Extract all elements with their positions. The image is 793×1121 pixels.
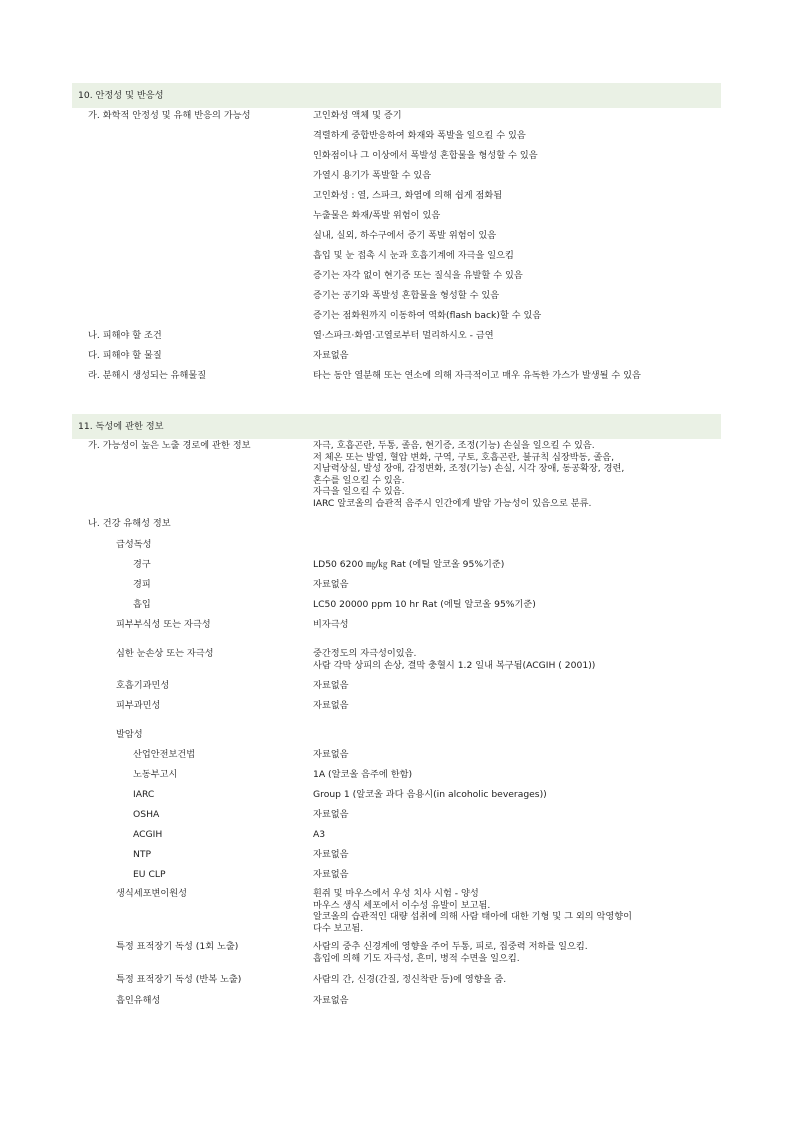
row-value: 자료없음: [313, 579, 349, 590]
row-value: 격렬하게 중합반응하여 화재와 폭발을 일으킬 수 있음: [313, 130, 526, 141]
row-value: 사람의 중추 신경계에 영향을 주어 두통, 피로, 집중력 저하를 일으킴.: [313, 941, 588, 952]
row-label: 호흡기과민성: [116, 680, 170, 691]
row-value: 가열시 용기가 폭발할 수 있음: [313, 170, 432, 181]
row-label: 급성독성: [116, 539, 152, 550]
row-value: 타는 동안 열분해 또는 연소에 의해 자극적이고 매우 유독한 가스가 발생될 수 있음: [313, 370, 641, 381]
row-label: 노동부고시: [133, 769, 178, 780]
row-label: 생식세포변이원성: [116, 888, 188, 899]
row-value: 자료없음: [313, 849, 349, 860]
row-label: 특정 표적장기 독성 (1회 노출): [116, 941, 239, 952]
row-label: ACGIH: [133, 829, 163, 840]
row-value: LC50 20000 ppm 10 hr Rat (에틸 알코올 95%기준): [313, 599, 536, 610]
row-value: 자료없음: [313, 350, 349, 361]
row-label: 다. 피해야 할 물질: [88, 350, 162, 361]
row-value: 실내, 실외, 하수구에서 증기 폭발 위험이 있음: [313, 230, 497, 241]
row-value: 자료없음: [313, 680, 349, 691]
row-value: 사람 각막 상피의 손상, 결막 충혈시 1.2 일내 복구됨(ACGIH ( 2001)): [313, 659, 596, 671]
row-label: 피부부식성 또는 자극성: [116, 619, 211, 630]
row-value: 중간정도의 자극성이있음.: [313, 648, 417, 659]
row-value: 마우스 생식 세포에서 이수성 유발이 보고됨.: [313, 899, 491, 911]
row-value: 자극을 일으킬 수 있음.: [313, 486, 405, 498]
row-label: 경피: [133, 579, 151, 590]
row-value: 인화점이나 그 이상에서 폭발성 혼합물을 형성할 수 있음: [313, 150, 538, 161]
row-value: 증기는 점화원까지 이동하여 역화(flash back)할 수 있음: [313, 310, 542, 321]
row-label: 흡인유해성: [116, 995, 161, 1006]
row-value: 자료없음: [313, 700, 349, 711]
row-label: 흡입: [133, 599, 151, 610]
row-value: 흡입에 의해 기도 자극성, 흔미, 병적 수면을 일으킴.: [313, 952, 520, 964]
row-value: IARC 알코올의 습관적 음주시 인간에게 발암 가능성이 있음으로 분류.: [313, 497, 592, 509]
section-11-header: 11. 독성에 관한 정보: [72, 414, 721, 439]
row-value: 자료없음: [313, 809, 349, 820]
row-value: 저 체온 또는 발열, 혈압 변화, 구역, 구토, 호흡곤란, 불규칙 심장박동, 졸음,: [313, 451, 615, 463]
row-value: 자료없음: [313, 749, 349, 760]
row-label: 가. 화학적 안정성 및 유해 반응의 가능성: [88, 110, 251, 121]
row-value: 고인화성 액체 및 증기: [313, 110, 402, 121]
row-label: 발암성: [116, 729, 143, 740]
row-value: 혼수를 일으킬 수 있음.: [313, 474, 405, 486]
row-value: A3: [313, 829, 326, 840]
row-label: NTP: [133, 849, 152, 860]
row-value: 다수 보고됨.: [313, 922, 364, 934]
row-value: 자료없음: [313, 995, 349, 1006]
row-label: 가. 가능성이 높은 노출 경로에 관한 정보: [88, 440, 251, 451]
row-label: OSHA: [133, 809, 160, 820]
row-label: 특정 표적장기 독성 (반복 노출): [116, 974, 242, 985]
row-value: 알코올의 습관적인 대량 섭취에 의해 사람 태아에 대한 기형 및 그 외의 악영향이: [313, 911, 633, 923]
row-label: 심한 눈손상 또는 자극성: [116, 648, 214, 659]
row-label: 나. 피해야 할 조건: [88, 330, 162, 341]
row-value: 열·스파크·화염·고열로부터 멀리하시오 - 금연: [313, 330, 494, 341]
row-value: 자극, 호흡곤란, 두통, 졸음, 현기증, 조정(기능) 손실을 일으킬 수 있음.: [313, 440, 595, 451]
row-value: 비자극성: [313, 619, 349, 630]
row-label: EU CLP: [133, 869, 166, 880]
row-label: 피부과민성: [116, 700, 161, 711]
row-value: 1A (알코올 음주에 한함): [313, 769, 413, 780]
row-value: Group 1 (알코올 과다 음용시(in alcoholic beverages)): [313, 789, 547, 800]
row-value: 증기는 공기와 폭발성 혼합물을 형성할 수 있음: [313, 290, 500, 301]
row-label: 라. 분해시 생성되는 유해물질: [88, 370, 207, 381]
row-value: 사람의 간, 신경(간질, 정신착란 등)에 영향을 줌.: [313, 974, 507, 985]
section-10-header: 10. 안정성 및 반응성: [72, 83, 721, 108]
row-value: 자료없음: [313, 869, 349, 880]
row-value: LD50 6200 ㎎/㎏ Rat (에틸 알코올 95%기준): [313, 559, 505, 570]
row-value: 흡입 및 눈 접촉 시 눈과 호흡기계에 자극을 일으킴: [313, 250, 514, 261]
row-value: 누출물은 화재/폭발 위험이 있음: [313, 210, 441, 221]
row-label: 나. 건강 유해성 정보: [88, 518, 171, 529]
row-label: 경구: [133, 559, 151, 570]
row-value: 고인화성 : 열, 스파크, 화염에 의해 쉽게 점화됨: [313, 190, 503, 201]
row-label: 산업안전보건법: [133, 749, 196, 760]
row-value: 흰쥐 및 마우스에서 우성 치사 시험 - 양성: [313, 888, 479, 899]
row-label: IARC: [133, 789, 155, 800]
row-value: 증기는 자각 없이 현기증 또는 질식을 유발할 수 있음: [313, 270, 523, 281]
row-value: 지남력상실, 발성 장애, 감정변화, 조정(기능) 손실, 시각 장애, 동공확장, 경련,: [313, 463, 625, 475]
